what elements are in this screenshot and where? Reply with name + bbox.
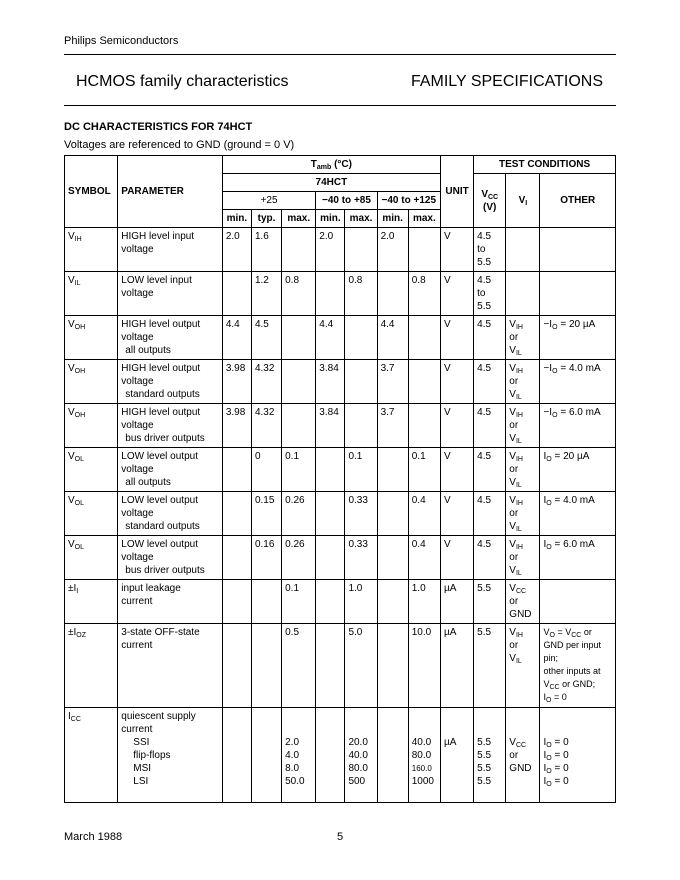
value-cell: 4.32 — [251, 360, 281, 404]
value-cell: 20.0 40.0 80.0 500 — [345, 708, 377, 803]
header-other: OTHER — [540, 174, 616, 228]
unit-cell: V — [440, 316, 473, 360]
vcc-cell: 5.5 5.5 5.5 5.5 — [474, 708, 506, 803]
value-cell: 4.32 — [251, 404, 281, 448]
value-cell — [377, 536, 408, 580]
parameter-cell: LOW level output voltage all outputs — [118, 448, 223, 492]
value-cell: 10.0 — [408, 624, 440, 708]
symbol-cell: $I_{CC}$ — [65, 708, 118, 803]
table-row — [65, 536, 616, 580]
header-symbol: SYMBOL — [65, 156, 118, 228]
vcc-cell: 4.5 — [474, 448, 506, 492]
value-cell — [345, 360, 377, 404]
value-cell — [316, 580, 345, 624]
value-cell: 0.8 — [282, 272, 316, 316]
value-cell — [251, 580, 281, 624]
value-cell: 40.0 80.0 160.0 1000 — [408, 708, 440, 803]
parameter-cell: LOW level input voltage — [118, 272, 223, 316]
value-cell: 4.4 — [222, 316, 251, 360]
header-temp-85: −40 to +85 — [316, 192, 377, 210]
unit-cell: V — [440, 536, 473, 580]
parameter-cell: HIGH level output voltage all outputs — [118, 316, 223, 360]
value-cell: 0.26 — [282, 536, 316, 580]
unit-cell: V — [440, 448, 473, 492]
page-number: 5 — [337, 831, 344, 843]
header-min: min. — [222, 210, 251, 228]
vcc-cell: 4.5 to 5.5 — [474, 228, 506, 272]
value-cell: 5.0 — [345, 624, 377, 708]
value-cell: 0.1 — [345, 448, 377, 492]
table-row — [65, 624, 616, 708]
table-row — [65, 492, 616, 536]
value-cell — [377, 492, 408, 536]
value-cell: 3.7 — [377, 360, 408, 404]
value-cell: 0.5 — [282, 624, 316, 708]
value-cell — [282, 404, 316, 448]
header-min: min. — [316, 210, 345, 228]
value-cell — [282, 360, 316, 404]
other-cell: $I_O = 6.0$ mA — [540, 536, 616, 580]
symbol-cell: $V_{OL}$ — [65, 448, 118, 492]
value-cell — [408, 404, 440, 448]
parameter-cell: HIGH level output voltage standard outputs — [118, 360, 223, 404]
value-cell — [408, 316, 440, 360]
vi-cell: $V_{IH}$ or $V_{IL}$ — [506, 492, 540, 536]
table-row — [65, 316, 616, 360]
parameter-cell: HIGH level output voltage bus driver outputs — [118, 404, 223, 448]
vcc-cell: 4.5 — [474, 492, 506, 536]
header-temp-25: +25 — [222, 192, 315, 210]
value-cell: 0.33 — [345, 536, 377, 580]
symbol-cell: $\pm I_{OZ}$ — [65, 624, 118, 708]
value-cell: 1.2 — [251, 272, 281, 316]
vi-cell: $V_{CC}$ or GND — [506, 580, 540, 624]
vi-cell: $V_{IH}$ or $V_{IL}$ — [506, 404, 540, 448]
value-cell: 1.0 — [408, 580, 440, 624]
value-cell: 2.0 — [316, 228, 345, 272]
header-family: 74HCT — [222, 174, 440, 192]
value-cell: 0.1 — [282, 580, 316, 624]
vi-cell: $V_{CC}$ or GND — [506, 708, 540, 803]
other-cell: $-I_O = 4.0$ mA — [540, 360, 616, 404]
value-cell — [377, 448, 408, 492]
value-cell — [316, 272, 345, 316]
other-cell: $-I_O = 20$ µA — [540, 316, 616, 360]
header-max: max. — [408, 210, 440, 228]
value-cell — [222, 492, 251, 536]
parameter-cell: LOW level output voltage standard outputs — [118, 492, 223, 536]
parameter-cell: LOW level output voltage bus driver outputs — [118, 536, 223, 580]
unit-cell: V — [440, 360, 473, 404]
value-cell: 4.4 — [377, 316, 408, 360]
vi-cell: $V_{IH}$ or $V_{IL}$ — [506, 316, 540, 360]
other-cell — [540, 272, 616, 316]
value-cell: 3.84 — [316, 360, 345, 404]
other-cell: $I_O = 4.0$ mA — [540, 492, 616, 536]
value-cell: 2.0 — [222, 228, 251, 272]
value-cell — [345, 404, 377, 448]
header-rule — [64, 54, 616, 55]
value-cell: 0.4 — [408, 536, 440, 580]
value-cell: 1.6 — [251, 228, 281, 272]
value-cell — [222, 272, 251, 316]
value-cell — [222, 536, 251, 580]
value-cell — [408, 228, 440, 272]
vcc-cell: 5.5 — [474, 580, 506, 624]
symbol-cell: $V_{OL}$ — [65, 492, 118, 536]
value-cell — [222, 448, 251, 492]
value-cell — [377, 272, 408, 316]
vi-cell: $V_{IH}$ or $V_{IL}$ — [506, 624, 540, 708]
company-name: Philips Semiconductors — [64, 35, 179, 47]
other-cell — [540, 228, 616, 272]
title-rule — [64, 105, 616, 106]
unit-cell: V — [440, 272, 473, 316]
vi-cell: $V_{IH}$ or $V_{IL}$ — [506, 536, 540, 580]
vi-cell: $V_{IH}$ or $V_{IL}$ — [506, 360, 540, 404]
value-cell: 3.7 — [377, 404, 408, 448]
parameter-cell: HIGH level input voltage — [118, 228, 223, 272]
footer-date: March 1988 — [64, 831, 123, 843]
header-unit: UNIT — [440, 156, 473, 228]
value-cell — [316, 448, 345, 492]
symbol-cell: $V_{IH}$ — [65, 228, 118, 272]
other-cell — [540, 580, 616, 624]
symbol-cell: $V_{OH}$ — [65, 360, 118, 404]
value-cell: 2.0 4.0 8.0 50.0 — [282, 708, 316, 803]
vcc-cell: 4.5 — [474, 404, 506, 448]
value-cell: 2.0 — [377, 228, 408, 272]
value-cell: 0.8 — [345, 272, 377, 316]
value-cell: 1.0 — [345, 580, 377, 624]
table-row — [65, 404, 616, 448]
value-cell — [345, 228, 377, 272]
vcc-cell: 4.5 — [474, 360, 506, 404]
value-cell — [316, 536, 345, 580]
header-vi: $V_I$ — [506, 174, 540, 228]
header-max: max. — [345, 210, 377, 228]
value-cell: 3.98 — [222, 360, 251, 404]
document-title: HCMOS family characteristics — [76, 73, 289, 90]
value-cell: 0.1 — [282, 448, 316, 492]
document-category: FAMILY SPECIFICATIONS — [410, 73, 603, 90]
unit-cell: V — [440, 492, 473, 536]
value-cell — [345, 316, 377, 360]
header-vcc: $V_{CC}$ (V) — [474, 174, 506, 228]
value-cell — [408, 360, 440, 404]
value-cell: 4.4 — [316, 316, 345, 360]
symbol-cell: $\pm I_I$ — [65, 580, 118, 624]
parameter-cell: input leakage current — [118, 580, 223, 624]
value-cell — [377, 580, 408, 624]
vcc-cell: 4.5 — [474, 316, 506, 360]
header-parameter: PARAMETER — [118, 156, 223, 228]
vcc-cell: 4.5 — [474, 536, 506, 580]
value-cell: 0.15 — [251, 492, 281, 536]
symbol-cell: $V_{OH}$ — [65, 404, 118, 448]
header-typ: typ. — [251, 210, 281, 228]
other-cell: $V_O = V_{CC}$ or GND per input pin; other inputs at $V_{CC}$ or GND; $I_O = 0$ — [540, 624, 616, 708]
value-cell: 3.98 — [222, 404, 251, 448]
value-cell: 0.1 — [408, 448, 440, 492]
value-cell: 0.33 — [345, 492, 377, 536]
unit-cell: µA — [440, 624, 473, 708]
value-cell: 0.16 — [251, 536, 281, 580]
value-cell — [282, 228, 316, 272]
header-max: max. — [282, 210, 316, 228]
symbol-cell: $V_{OL}$ — [65, 536, 118, 580]
value-cell — [282, 316, 316, 360]
value-cell: 3.84 — [316, 404, 345, 448]
dc-characteristics-table — [64, 155, 616, 803]
vcc-cell: 5.5 — [474, 624, 506, 708]
value-cell: 4.5 — [251, 316, 281, 360]
vi-cell — [506, 272, 540, 316]
other-cell: $I_O = 0$ $I_O = 0$ $I_O = 0$ $I_O = 0$ — [540, 708, 616, 803]
table-row — [65, 228, 616, 272]
table-row — [65, 360, 616, 404]
value-cell: 0.8 — [408, 272, 440, 316]
unit-cell: µA — [440, 708, 473, 803]
symbol-cell: $V_{OH}$ — [65, 316, 118, 360]
unit-cell: V — [440, 404, 473, 448]
value-cell: 0.26 — [282, 492, 316, 536]
section-title: DC CHARACTERISTICS FOR 74HCT — [64, 121, 253, 133]
other-cell: $I_O = 20$ µA — [540, 448, 616, 492]
parameter-cell: quiescent supply current SSI flip-flops MSI LSI — [118, 708, 223, 803]
section-note: Voltages are referenced to GND (ground = 0 V) — [64, 139, 295, 151]
table-row — [65, 448, 616, 492]
table-row — [65, 272, 616, 316]
parameter-cell: 3-state OFF-state current — [118, 624, 223, 708]
symbol-cell: $V_{IL}$ — [65, 272, 118, 316]
vi-cell — [506, 228, 540, 272]
table-row — [65, 580, 616, 624]
vi-cell: $V_{IH}$ or $V_{IL}$ — [506, 448, 540, 492]
value-cell: 0 — [251, 448, 281, 492]
vcc-cell: 4.5 to 5.5 — [474, 272, 506, 316]
table-row — [65, 708, 616, 803]
header-temp-125: −40 to +125 — [377, 192, 440, 210]
value-cell: 0.4 — [408, 492, 440, 536]
header-tamb: $T_{amb}$ (°C) — [222, 156, 440, 174]
value-cell — [316, 492, 345, 536]
unit-cell: V — [440, 228, 473, 272]
unit-cell: µA — [440, 580, 473, 624]
header-min: min. — [377, 210, 408, 228]
value-cell — [222, 580, 251, 624]
header-test-conditions: TEST CONDITIONS — [474, 156, 616, 174]
other-cell: $-I_O = 6.0$ mA — [540, 404, 616, 448]
